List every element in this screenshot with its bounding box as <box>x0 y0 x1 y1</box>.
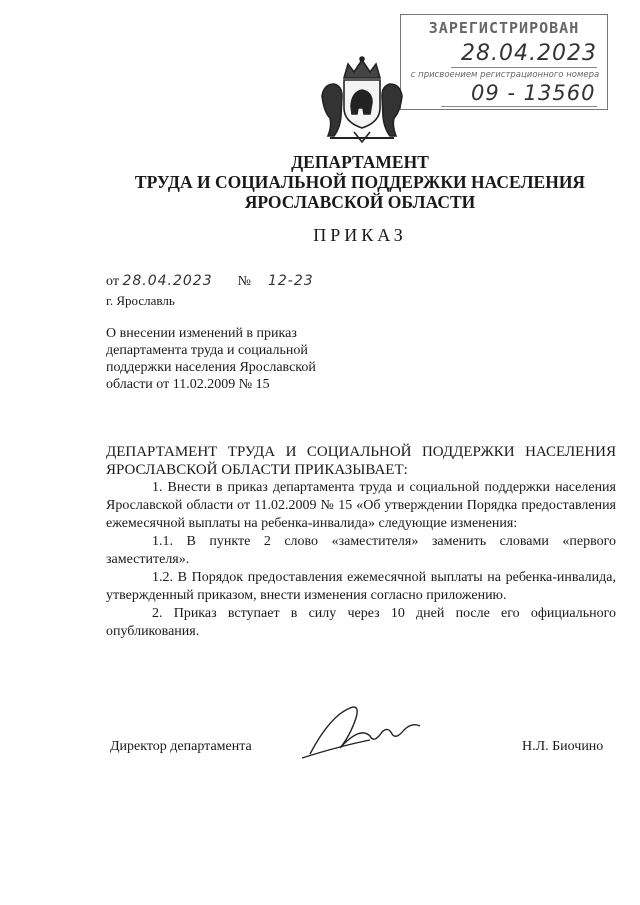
order-subject: О внесении изменений в приказ департамента труда и социальной поддержки населения Ярославской области от 11.02.2009 № 15 <box>106 326 316 392</box>
from-label: от <box>106 274 119 289</box>
stamp-number: 09 - 13560 <box>471 81 596 105</box>
order-number: 12-23 <box>267 273 314 289</box>
order-lead: ДЕПАРТАМЕНТ ТРУДА И СОЦИАЛЬНОЙ ПОДДЕРЖКИ НАСЕЛЕНИЯ ЯРОСЛАВСКОЙ ОБЛАСТИ ПРИКАЗЫВАЕТ: <box>106 444 616 478</box>
handwritten-signature <box>300 696 430 766</box>
coat-of-arms-icon <box>314 56 410 146</box>
order-date: 28.04.2023 <box>122 273 213 289</box>
order-body <box>106 443 616 641</box>
order-meta <box>106 273 314 290</box>
signature-role: Директор департамента <box>110 739 252 754</box>
order-city: г. Ярославль <box>106 293 175 308</box>
stamp-subtitle: с присвоением регистрационного номера <box>410 70 600 80</box>
number-label: № <box>237 274 251 289</box>
department-line: ТРУДА И СОЦИАЛЬНОЙ ПОДДЕРЖКИ НАСЕЛЕНИЯ <box>134 172 586 192</box>
stamp-date: 28.04.2023 <box>461 41 597 66</box>
department-header <box>60 152 640 212</box>
stamp-title: ЗАРЕГИСТРИРОВАН <box>428 19 580 37</box>
stamp-line <box>441 106 597 107</box>
order-paragraph: 1.1. В пункте 2 слово «заместителя» заменить словами «первого заместителя». <box>106 534 616 567</box>
registration-stamp <box>400 14 608 110</box>
department-line: ДЕПАРТАМЕНТ <box>291 152 429 172</box>
order-paragraph: 2. Приказ вступает в силу через 10 дней после его официального опубликования. <box>106 606 616 639</box>
order-paragraph: 1. Внести в приказ департамента труда и социальной поддержки населения Ярославской области от 11.02.2009 № 15 «Об утверждении Порядка предоставления ежемесячной выплаты на ребенка-инвалида» следующие изменения: <box>106 480 616 531</box>
department-line: ЯРОСЛАВСКОЙ ОБЛАСТИ <box>244 192 476 212</box>
document-type: ПРИКАЗ <box>313 225 407 245</box>
signature-name: Н.Л. Биочино <box>522 739 604 754</box>
order-paragraph: 1.2. В Порядок предоставления ежемесячной выплаты на ребенка-инвалида, утвержденный приказом, внести изменения согласно приложению. <box>106 570 616 603</box>
stamp-line <box>451 67 597 68</box>
